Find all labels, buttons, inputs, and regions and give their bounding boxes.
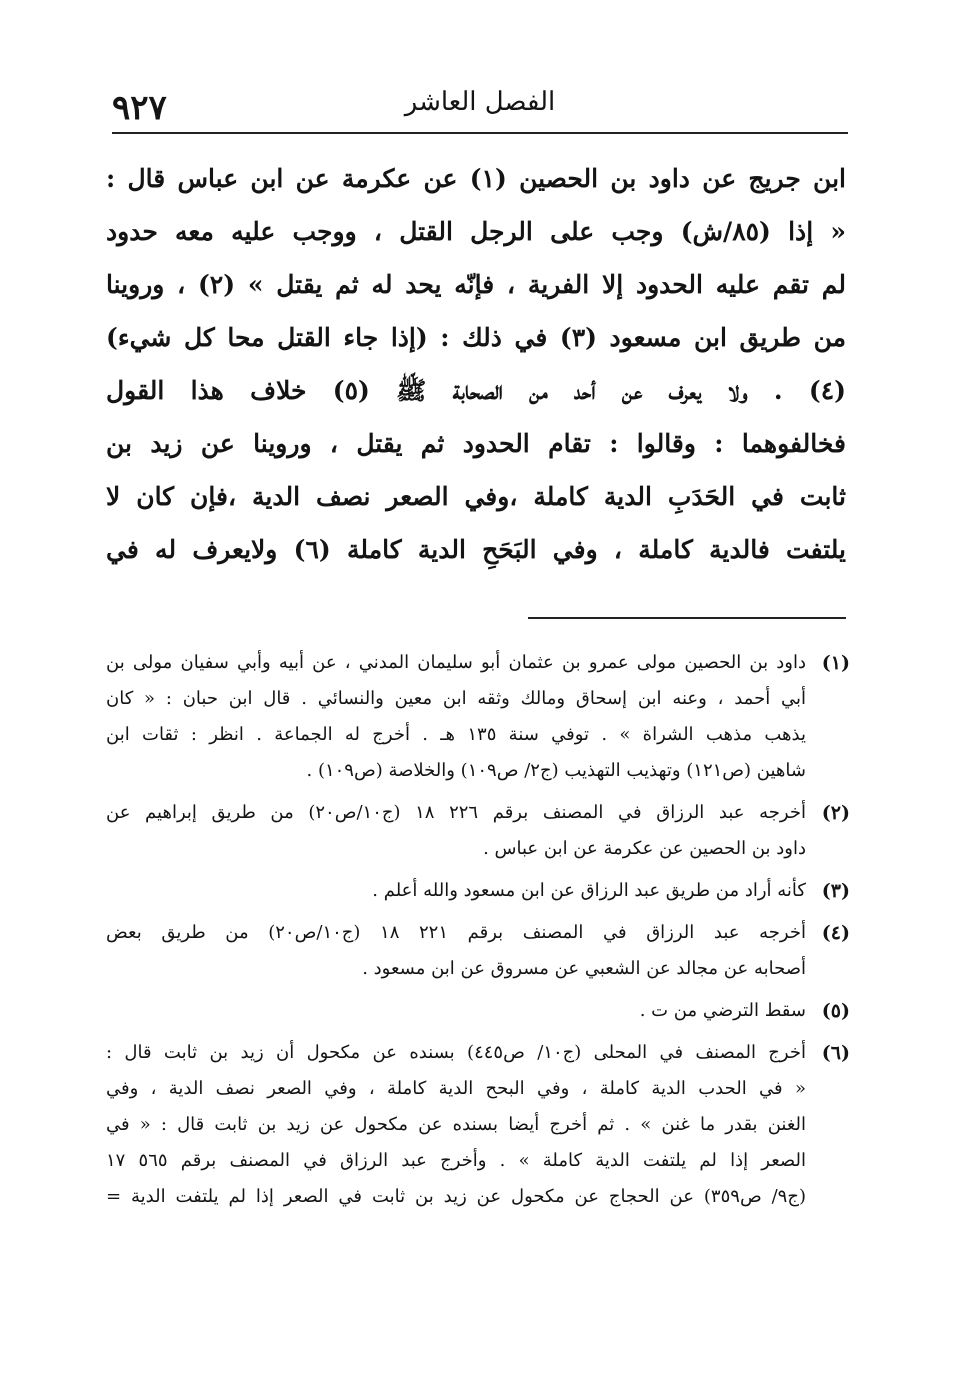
footnote-line: أخرج المصنف في المحلى (ج١٠/ ص٤٤٥) بسنده عن مكحول أن زيد بن ثابت قال : — [106, 1042, 806, 1063]
footnote-line: الصعر إذا لم يلتفت الدية كاملة » . وأخرج عبد الرزاق في المصنف برقم ٥٦٥ ١٧ — [106, 1150, 806, 1171]
page-number: ٩٢٧ — [112, 88, 167, 128]
footnote-line: كأنه أراد من طريق عبد الرزاق عن ابن مسعود والله أعلم . — [372, 880, 806, 901]
footnote-line: « في الحدب الدية كاملة ، وفي البحح الدية كاملة ، وفي الصعر نصف الدية ، وفي — [106, 1078, 806, 1099]
text-line: (٤) . ولا يعرف عن أحد من الصحابة ﷺ (٥) خلاف هذا القول — [106, 376, 846, 405]
footnote-line: داود بن الحصين مولى عمرو بن عثمان أبو سليمان المدني ، عن أبيه وأبي سفيان مولى بن — [106, 652, 806, 673]
footnote-line: سقط الترضي من ت . — [639, 1000, 806, 1021]
footnote-line: أبي أحمد ، وعنه ابن إسحاق ومالك وثقه ابن معين والنسائي . قال ابن حبان : « كان — [106, 688, 806, 709]
footnote-2 — [106, 795, 850, 867]
footnote-line: الغنن بقدر ما غنن » . ثم أخرج أيضا بسنده عن مكحول عن زيد بن ثابت قال : « في — [106, 1114, 806, 1135]
footnote-3 — [106, 873, 850, 909]
footnote-1 — [106, 645, 850, 789]
footnote-separator — [528, 617, 846, 619]
footnote-line: أخرجه عبد الرزاق في المصنف برقم ٢٢١ ١٨ (ج١٠/ص٢٠) من طريق بعض — [106, 922, 806, 943]
footnote-number: (٥) — [821, 1000, 850, 1022]
footnote-line: (ج٩/ ص٣٥٩) عن الحجاج عن مكحول عن زيد بن ثابت في الصعر إذا لم يلتفت الدية = — [106, 1186, 806, 1207]
text-line: يلتفت فالدية كاملة ، وفي البَحَحِ الدية كاملة (٦) ولايعرف له في — [106, 535, 846, 564]
footnote-4 — [106, 915, 850, 987]
footnote-number: (٢) — [821, 802, 850, 824]
footnotes — [106, 645, 850, 1221]
page-header — [112, 74, 848, 134]
footnote-line: أصحابه عن مجالد عن الشعبي عن مسروق عن ابن مسعود . — [362, 958, 806, 979]
footnote-line: شاهين (ص١٢١) وتهذيب التهذيب (ج٢/ ص١٠٩) والخلاصة (ص١٠٩) . — [306, 760, 806, 781]
text-line: ثابت في الحَدَبِ الدية كاملة ،وفي الصعر نصف الدية ،فإن كان لا — [106, 482, 846, 511]
footnote-number: (٤) — [821, 922, 850, 944]
text-line: ابن جريج عن داود بن الحصين (١) عن عكرمة عن ابن عباس قال : — [106, 164, 846, 193]
footnote-number: (٦) — [821, 1042, 850, 1064]
footnote-line: أخرجه عبد الرزاق في المصنف برقم ٢٢٦ ١٨ (ج١٠/ص٢٠) من طريق إبراهيم عن — [106, 802, 806, 823]
footnote-6 — [106, 1035, 850, 1215]
text-line: من طريق ابن مسعود (٣) في ذلك : (إذا جاء القتل محا كل شيء) — [106, 323, 846, 352]
text-line: لم تقم عليه الحدود إلا الفرية ، فإنّه يحد له ثم يقتل » (٢) ، وروينا — [106, 270, 846, 299]
footnote-5 — [106, 993, 850, 1029]
header-rule — [112, 132, 848, 134]
text-line: فخالفوهما : وقالوا : تقام الحدود ثم يقتل ، وروينا عن زيد بن — [106, 429, 846, 458]
footnote-number: (١) — [821, 652, 850, 674]
footnote-number: (٣) — [821, 880, 850, 902]
running-title: الفصل العاشر — [404, 87, 556, 117]
main-text — [106, 152, 846, 576]
footnote-line: يذهب مذهب الشراة » . توفي سنة ١٣٥ هـ . أخرج له الجماعة . انظر : ثقات ابن — [106, 724, 806, 745]
text-line: « إذا (٨٥/ش) وجب على الرجل القتل ، ووجب عليه معه حدود — [106, 217, 846, 246]
footnote-line: داود بن الحصين عن عكرمة عن ابن عباس . — [483, 838, 806, 859]
